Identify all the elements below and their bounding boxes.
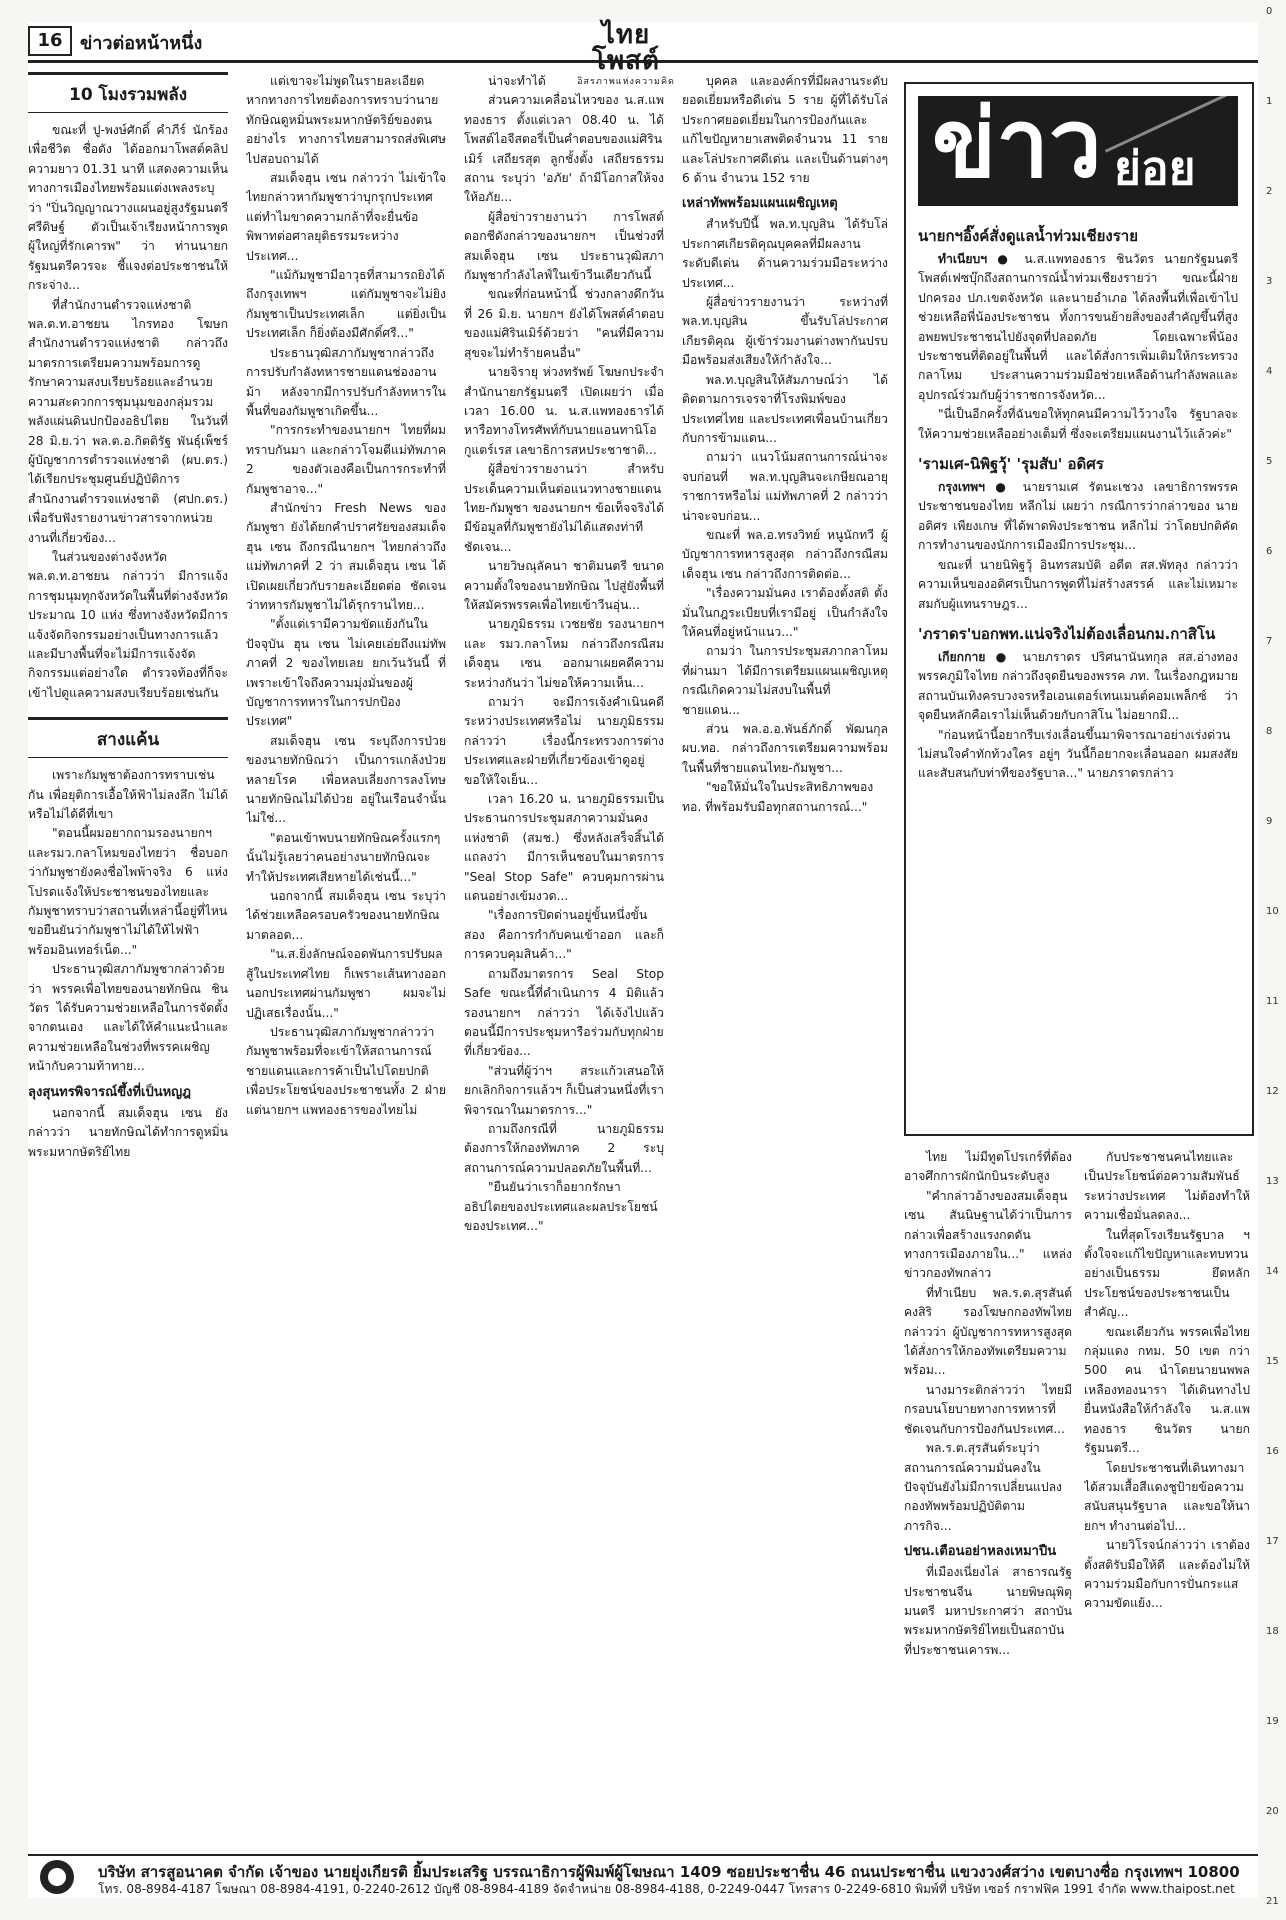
- footer-publisher-line: บริษัท สารสูอนาคต จำกัด เจ้าของ นายยุ่งเกียรติ ยิ้มประเสริฐ บรรณาธิการผู้พิมพ์ผู้โฆษณา 1409 ซอยประชาชื่น 46 ถนนประชาชื่น แขวงวงศ์สว่าง เขตบางซื่อ กรุงเทพฯ 10800: [98, 1863, 1240, 1881]
- brief-paragraph: น.ส.แพทองธาร ชินวัตร นายกรัฐมนตรี โพสต์เฟซบุ๊กถึงสถานการณ์น้ำท่วมเชียงรายว่า ขณะนี้ฝ่ายปกครอง ปภ.เขตจังหวัด และนายอำเภอ ได้ลงพื้นที่เพื่อเข้าไปช่วยเหลือพี่น้องประชาชน ทั้งการขนย้ายสิ่งของสำคัญขึ้นที่สูง อพยพประชาชนไปยังจุดที่ปลอดภัย โดยเฉพาะพี่น้องประชาชนที่ติดอยู่ในพื้นที่ และได้สั่งการเพิ่มเติมให้กระทรวงกลาโหม ประสานความร่วมมือช่วยเหลือด้านกำลังพลและอุปกรณ์ร่วมกับผู้ว่าราชการจังหวัด...: [918, 252, 1238, 402]
- section-title: ข่าวต่อหน้าหนึ่ง: [80, 33, 203, 54]
- ruler-mark: 14: [1266, 1266, 1279, 1277]
- column3-paragraph: เวลา 16.20 น. นายภูมิธรรมเป็นประธานการประชุมสภาความมั่นคงแห่งชาติ (สมช.) ซึ่งหลังเสร็จสิ้นได้แถลงว่า มีการเห็นชอบในมาตรการ "Seal Stop Safe" ควบคุมการผ่านแดนอย่างเข้มงวด...: [464, 792, 664, 904]
- lower-paragraph: ที่เมืองเนี่ยงไล่ สาธารณรัฐประชาชนจีน นายพิษณุพิตุมนตรี มหาประกาศว่า สถาบันพระมหากษัตริย์ไทยเป็นสถาบันที่ประชาชนเคารพ...: [904, 1565, 1072, 1657]
- lower-subhead: ปชน.เตือนอย่าหลงเหมาปืน: [904, 1544, 1057, 1560]
- lower-paragraph: นายวิโรจน์กล่าวว่า เราต้องตั้งสติรับมือให้ดี และต้องไม่ให้ความร่วมมือกับการปั่นกระแสความขัดแย้ง...: [1084, 1538, 1250, 1611]
- article1-paragraph: ที่สำนักงานตำรวจแห่งชาติ พล.ต.ท.อาชยน ไกรทอง โฆษกสำนักงานตำรวจแห่งชาติ กล่าวถึงมาตรการเตรียมความพร้อมการดูรักษาความสงบเรียบร้อยและอำนวยความสะดวกการชุมนุมของกลุ่มรวมพลังแผ่นดินปกป้องอธิปไตย ในวันที่ 28 มิ.ย.ว่า พล.ต.อ.กิตติรัฐ พันธุ์เพ็ชร์ ผู้บัญชาการตำรวจแห่งชาติ (ผบ.ตร.) ได้เรียกประชุมศูนย์ปฏิบัติการสำนักงานตำรวจแห่งชาติ (ศปก.ตร.) เพื่อรับฟังรายงานข่าวสารจากหน่วยงานที่เกี่ยวข้อง...: [28, 297, 228, 545]
- column4-paragraph: ผู้สื่อข่าวรายงานว่า ระหว่างที่ พล.ท.บุญสิน ขึ้นรับโล่ประกาศเกียรติคุณ ผู้เข้าร่วมงานต่างพากันปรบมือพร้อมส่งเสียงให้กำลังใจ...: [682, 295, 888, 368]
- ruler-mark: 0: [1266, 6, 1273, 17]
- ruler-mark: 5: [1266, 456, 1273, 467]
- brief-dateline: ทำเนียบฯ: [938, 252, 988, 266]
- column3-paragraph: ขณะที่ก่อนหน้านี้ ช่วงกลางดึกวันที่ 26 มิ.ย. นายกฯ ยังได้โพสต์คำตอบของแม่ศิรินเมิร์ด้วยว่า "คนที่มีความสุขจะไม่ทำร้ายคนอื่น": [464, 287, 664, 360]
- column-1: [28, 72, 228, 1842]
- column2-paragraph: สมเด็จฮุน เซน ระบุถึงการป่วยของนายทักษิณว่า เป็นการแกล้งป่วยหลายโรค เพื่อหลบเลี่ยงการลงโทษ นายทักษิณไม่ได้ป่วย อยู่ในเรือนจำนั้นไม่ใช่...: [246, 733, 446, 826]
- column2-paragraph: "น.ส.ยิ่งลักษณ์จอดพันการปรับผลสู้ในประเทศไทย ก็เพราะเส้นทางออกนอกประเทศผ่านกัมพูชา ผมจะไม่ปฏิเสธเรื่องนั้น...": [246, 947, 446, 1020]
- lower-paragraph: ในที่สุดโรงเรียนรัฐบาล ฯ ตั้งใจจะแก้ไขปัญหาและทบทวนอย่างเป็นธรรม ยึดหลักประโยชน์ของประชาชนเป็นสำคัญ...: [1084, 1227, 1250, 1320]
- column2-paragraph: "ตั้งแต่เรามีความขัดแย้งกันในปัจจุบัน ฮุน เซน ไม่เคยเอ่ยถึงแม่ทัพภาคที่ 2 ของไทยเลย ยกเว้นวันนี้ ที่เพราะเข้าใจถึงความมุ่งมั่นของผู้บัญชาการทหารในการปกป้องประเทศ": [246, 617, 446, 729]
- ruler-mark: 12: [1266, 1086, 1279, 1097]
- ruler-mark: 3: [1266, 276, 1273, 287]
- column4-subhead: เหล่าทัพพร้อมแผนเผชิญเหตุ: [682, 196, 838, 212]
- article2-paragraph: "ตอนนี้ผมอยากถามรองนายกฯ และรมว.กลาโหมของไทยว่า ชื่อบอกว่ากัมพูชายังคงชื่อไพพ้าจริง 6 แห่ง โปรดแจ้งให้ประชาชนของไทยและกัมพูชาทราบว่าสถานที่เหล่านี้อยู่ที่ไหน ขอยืนยันว่ากัมพูชาไม่ได้ให้ไฟฟ้าพร้อมอินเทอร์เน็ต...": [28, 826, 228, 957]
- ruler-mark: 7: [1266, 636, 1273, 647]
- column4-paragraph: พล.ท.บุญสินให้สัมภาษณ์ว่า ได้ติดตามการเจรจาที่โรงพิมพ์ของประเทศไทย และประเทศเพื่อนบ้านเกี่ยวกับการข้ามแดน...: [682, 372, 888, 445]
- ruler-mark: 15: [1266, 1356, 1279, 1367]
- ruler-mark: 4: [1266, 366, 1273, 377]
- column3-paragraph: ส่วนความเคลื่อนไหวของ น.ส.แพทองธาร ตั้งแต่เวลา 08.40 น. ได้โพสต์ไอจีสตอรี่เป็นคำตอบของแม่ศิรินเมิร์ เสถียรสุต ลูกชั้งตั้ง เสถียรธรรมสถาน ระบุว่า 'อภัย' ถ้ามีโอกาสให้จงให้อภัย...: [464, 93, 664, 205]
- column3-paragraph: "ส่วนที่ผู้ว่าฯ สระแก้วเสนอให้ยกเลิกกิจการแล้วฯ ก็เป็นส่วนหนึ่งที่เราพิจารณาในมาตรการ...": [464, 1063, 664, 1117]
- column4-paragraph: สำหรับปีนี้ พล.ท.บุญสิน ได้รับโล่ประกาศเกียรติคุณบุคคลที่มีผลงานระดับดีเด่น ด้านความร่วมมือระหว่างประเทศ...: [682, 217, 888, 290]
- column3-paragraph: "เรื่องการปิดด่านอยู่ขั้นหนึ่งขั้นสอง คือการกำกับคนเข้าออก และก็การควบคุมสินค้า...": [464, 908, 664, 962]
- page-footer: [28, 1854, 1258, 1902]
- column2-paragraph: ประธานวุฒิสภากัมพูชากล่าวถึงการปรับกำลังทหารชายแดนช่องอานม้า หลังจากมีการปรับกำลังทหารในพื้นที่ของกัมพูชาเกิดขึ้น...: [246, 345, 446, 418]
- column-2: [246, 72, 446, 1842]
- ruler-mark: 19: [1266, 1716, 1279, 1727]
- brief-paragraph: นายภราดร ปริศนานันทกุล สส.อ่างทอง พรรคภูมิใจไทย กล่าวถึงจุดยืนของพรรค ภท. ในเรื่องกฎหมายสถานบันเทิงครบวงจรหรือเอนเตอร์เทนเมนต์คอมเพล็กซ์ ว่าจุดยืนหลักคือเราไม่เห็นด้วยกับกาสิโน ไม่อยากมี...: [918, 649, 1238, 723]
- column2-paragraph: แต่เขาจะไม่พูดในรายละเอียด หากทางการไทยต้องการทราบว่านายทักษิณดูหมิ่นพระมหากษัตริย์ของตนอย่างไร ทางการไทยสามารถส่งพิเศษไปสอบถามได้: [246, 74, 446, 166]
- lower-paragraph: ไทย ไม่มีทูตโปรเกร์ที่ต้องอาจศึกการผักนักบินระดับสูง: [904, 1150, 1072, 1184]
- article2-paragraph: เพราะกัมพูชาต้องการทราบเช่นกัน เพื่อยุติการเอื้อให้ฟ้าไม่ลงลึก ไม่ได้หรือไม่ได้ดีที่เขา: [28, 768, 228, 821]
- ruler-mark: 13: [1266, 1176, 1279, 1187]
- article1-paragraph: ขณะที่ ปู-พงษ์ศักดิ์ คำภีร์ นักร้องเพื่อชีวิต ชื่อดัง ได้ออกมาโพสต์คลิปความยาว 01.31 นาที แสดงความเห็นทางการเมืองไทยพร้อมแต่งเพลงระบุว่า "ปิ่นวิญญาณวางแผนอยู่สูงรัฐมนตรีศรีดิษฐ์ ตัวเป็นเจ้าเรียงหน้าการพูด ผู้ใหญ่ที่รักเคารพ" ว่า ท่านนายกรัฐมนตรีควรจะ ชี้แจงต่อประชาชนให้กระจ่าง...: [28, 123, 228, 293]
- article1-paragraph: ในส่วนของต่างจังหวัด พล.ต.ท.อาชยน กล่าวว่า มีการแจ้งการชุมนุมทุกจังหวัดในพื้นที่ต่างจังหวัดประมาณ 10 แห่ง ซึ่งทางจังหวัดมีการแจ้งจัดกิจกรรมอย่างเป็นทางการแล้ว และมีบางพื้นที่จะไม่มีการแจ้งจัดกิจกรรมแต่อย่างใด ตำรวจท้องที่ก็จะเข้าไปดูแลความสงบเรียบร้อยเช่นกัน: [28, 549, 228, 700]
- brief-paragraph: นายรามเศ รัตนะเชวง เลขาธิการพรรคประชาชนของไทย หลีกไม่ เผยว่า กรณีการว่ากล่าวของ นายอดิศร เพียงเกษ ที่ได้พาดพิงประชาชน หลีกไม่ ว่าโดยปกติคัดการทำงานของนักการเมืองมีการประชุม...: [918, 480, 1238, 553]
- banner-big-text: ข่าว: [932, 96, 1102, 199]
- column3-paragraph: ถามว่า จะมีการเจ้งคำเนินคดีระหว่างประเทศหรือไม่ นายภูมิธรรมกล่าวว่า เรื่องนี้กระทรวงการต่างประเทศและฝ่ายที่เกี่ยวข้องเข้าดูอยู่ ขอให้ใจเย็น...: [464, 695, 664, 787]
- ruler-mark: 1: [1266, 96, 1273, 107]
- column4-paragraph: ถามว่า แนวโน้มสถานการณ์น่าจะจบก่อนที่ พล.ท.บุญสินจะเกษียณอายุราชการหรือไม่ แม่ทัพภาคที่ 2 กล่าวว่า น่าจะจบก่อน...: [682, 450, 888, 523]
- column3-paragraph: น่าจะทำได้: [488, 74, 546, 88]
- column2-paragraph: สมเด็จฮุน เซน กล่าวว่า ไม่เข้าใจไทยกล่าวหากัมพูชาว่าบุกรุกประเทศ แต่ทำไมขาดความกล้าที่จะยื่นข้อพิพาทต่อศาลยุติธรรมระหว่างประเทศ...: [246, 171, 446, 263]
- column2-paragraph: ประธานวุฒิสภากัมพูชากล่าวว่า กัมพูชาพร้อมที่จะเข้าให้สถานการณ์ชายแดนและการค้าเป็นไปโดยปกติ เพื่อประโยชน์ของประชาชนทั้ง 2 ฝ่าย แต่นายกฯ แพทองธารของไทยไม่: [246, 1024, 446, 1117]
- article2-subhead: ลุงสุนทรพิจารณ์ขึ้งที่เป็นหญฎ: [28, 1084, 191, 1100]
- column3-paragraph: นายวิษณุลัคนา ชาติมนตรี ขนาดความตั้งใจของนายทักษิณ ไปสู่ยังพื้นที่ให้สมัครพรรคเพื่อไทยเข้าวีนอุ่น...: [464, 559, 664, 612]
- lower-paragraph: พล.ร.ต.สุรสันต์ระบุว่า สถานการณ์ความมั่นคงในปัจจุบันยังไม่มีการเปลี่ยนแปลง กองทัพพร้อมปฏิบัติตามภารกิจ...: [904, 1441, 1062, 1533]
- ruler-mark: 8: [1266, 726, 1273, 737]
- lower-column-b: [1084, 1148, 1250, 1848]
- ruler-mark: 20: [1266, 1806, 1279, 1817]
- ruler-mark: 11: [1266, 996, 1279, 1007]
- lower-paragraph: โดยประชาชนที่เดินทางมาได้สวมเสื้อสีแดงชูป้ายข้อความสนับสนุนรัฐบาล และขอให้นายกฯ ทำงานต่อไป...: [1084, 1460, 1250, 1533]
- logo-name: ไทยโพสต์: [592, 20, 660, 76]
- brief-dateline: กรุงเทพฯ: [938, 480, 985, 495]
- article2-headline: สางแค้น: [28, 717, 228, 758]
- column2-paragraph: "ตอนเข้าพบนายทักษิณครั้งแรกๆ นั้นไม่รู้เลยว่าคนอย่างนายทักษิณจะทำให้ประเทศเสียหายได้เช่นนี้...": [246, 830, 441, 884]
- article2-closing: นอกจากนี้ สมเด็จฮุน เซน ยังกล่าวว่า นายทักษิณได้ทำการดูหมิ่นพระมหากษัตริย์ไทย: [28, 1105, 228, 1159]
- lower-paragraph: "คำกล่าวอ้างของสมเด็จฮุน เซน สันนิษฐานได้ว่าเป็นการกล่าวเพื่อสร้างแรงกดดันทางการเมืองภายใน..." แหล่งข่าวกองทัพกล่าว: [904, 1188, 1072, 1281]
- column3-paragraph: นายภูมิธรรม เวชยชัย รองนายกฯ และ รมว.กลาโหม กล่าวถึงกรณีสมเด็จฮุน เซน ออกมาเผยคดีความระหว่างกันว่า ไม่ขอให้ความเห็น...: [464, 617, 664, 690]
- lower-paragraph: กับประชาชนคนไทยและเป็นประโยชน์ต่อความสัมพันธ์ระหว่างประเทศ ไม่ต้องทำให้ความเชื่อมั่นลดลง...: [1084, 1150, 1250, 1223]
- ruler-mark: 17: [1266, 1536, 1279, 1547]
- ruler-mark: 10: [1266, 906, 1279, 917]
- column4-paragraph: ส่วน พล.อ.อ.พันธ์ภักดิ์ พัฒนกุล ผบ.ทอ. กล่าวถึงการเตรียมความพร้อมในพื้นที่ชายแดนไทย-กัมพูชา...: [682, 722, 888, 775]
- column-3: [464, 72, 664, 1842]
- brief-headline: 'รามเศ-นิพิฐวุ้' 'รุมสับ' อดิศร: [918, 455, 1104, 474]
- scan-ruler: [1262, 0, 1286, 1920]
- banner-small-text: ย่อย: [1114, 141, 1196, 195]
- column3-paragraph: นายจิรายุ ห่วงทรัพย์ โฆษกประจำสำนักนายกรัฐมนตรี เปิดเผยว่า เมื่อเวลา 16.00 น. น.ส.แพทองธารได้หารือทางโทรศัพท์กับนายแอนทานิโอ กูแตร์เรส เลขาธิการสหประชาชาติ...: [464, 365, 664, 457]
- ruler-mark: 21: [1266, 1896, 1279, 1907]
- news-briefs-box: [904, 82, 1254, 1136]
- column4-paragraph: "เรื่องความมั่นคง เราต้องตั้งสติ ตั้งมั่นในกฎระเบียบที่เรามีอยู่ เป็นกำลังใจให้คนที่อยู่หน้าแนว...": [682, 586, 888, 639]
- column2-paragraph: นอกจากนี้ สมเด็จฮุน เซน ระบุว่า ได้ช่วยเหลือครอบครัวของนายทักษิณมาตลอด...: [246, 889, 446, 942]
- lower-paragraph: ที่ทำเนียบ พล.ร.ต.สุรสันต์ คงสิริ รองโฆษกกองทัพไทย กล่าวว่า ผู้บัญชาการทหารสูงสุดได้สั่งการให้กองทัพเตรียมความพร้อม...: [904, 1285, 1072, 1378]
- column2-paragraph: "การกระทำของนายกฯ ไทยที่ผมทราบกันมา และกล่าวโจมตีแม่ทัพภาค 2 ของตัวเองคือเป็นการกระทำที่กัมพูชาอาจ...": [246, 423, 446, 496]
- ruler-mark: 2: [1266, 186, 1273, 197]
- brief-headline: นายกฯอิ๊งค์สั่งดูแลน้ำท่วมเชียงราย: [918, 227, 1138, 245]
- column4-paragraph: "ขอให้มั่นใจในประสิทธิภาพของ ทอ. ที่พร้อมรับมือทุกสถานการณ์...": [682, 780, 874, 814]
- column3-paragraph: "ยืนยันว่าเราก็อยากรักษาอธิปไตยของประเทศและผลประโยชน์ของประเทศ...": [464, 1180, 658, 1233]
- lower-paragraph: นางมาระติกล่าวว่า ไทยมีกรอบนโยบายทางการทหารที่ชัดเจนกับการป้องกันประเทศ...: [904, 1382, 1072, 1436]
- brief-headline: 'ภราดร'บอกพท.แน่จริงไม่ต้องเลื่อนกม.กาสิโน: [918, 624, 1216, 643]
- article1-headline: 10 โมงรวมพลัง: [28, 72, 228, 113]
- footer-contact-line: โทร. 08-8984-4187 โฆษณา 08-8984-4191, 0-2240-2612 บัญชี 08-8984-4189 จัดจำหน่าย 08-8984-4188, 0-2249-0447 โทรสาร 0-2249-6810 พิมพ์ที่ บริษัท เซอร์ กราฟฟิค 1991 จำกัด www.thaipost.net: [98, 1882, 1235, 1896]
- news-briefs-text: นายกฯอิ๊งค์สั่งดูแลน้ำท่วมเชียงราย ทำเนียบฯ ● น.ส.แพทองธาร ชินวัตร นายกรัฐมนตรี โพสต์เฟซบุ๊กถึงสถานการณ์น้ำท่วมเชียงรายว่า ขณะนี้ฝ่ายปกครอง ปภ.เขตจังหวัด และนายอำเภอ ได้ลงพื้นที่เพื่อเข้าไปช่วยเหลือพี่น้องประชาชน ทั้งการขนย้ายสิ่งของสำคัญขึ้นที่สูง อพยพประชาชนไปยังจุดที่ปลอดภัย โดยเฉพาะพี่น้องประชาชนที่ติดอยู่ในพื้นที่ และได้สั่งการเพิ่มเติมให้กระทรวงกลาโหม ประสานความร่วมมือช่วยเหลือด้านกำลังพลและอุปกรณ์ร่วมกับผู้ว่าราชการจังหวัด... "นี่เป็นอีกครั้งที่ฉันขอให้ทุกคนมีความไว้วางใจ รัฐบาลจะให้ความช่วยเหลืออย่างเต็มที่ ซึ่งจะเตรียมแผนงานไว้แล้วค่ะ" 'รามเศ-นิพิฐวุ้' 'รุมสับ' อดิศร กรุงเทพฯ ● นายรามเศ รัตนะเชวง เลขาธิการพรรคประชาชนของไทย หลีกไม่ เผยว่า กรณีการว่ากล่าวของ นายอดิศร เพียงเกษ ที่ได้พาดพิงประชาชน หลีกไม่ ว่าโดยปกติคัดการทำงานของนักการเมืองมีการประชุม... ขณะที่ นายนิพิฐวุ้ อินทรสมบัติ อดีต สส.พัทลุง กล่าวว่า ความเห็นของอดิศรเป็นการพูดที่ไม่สร้างสรรค์ และไม่เหมาะสมกับผู้แทนราษฎร... 'ภราดร'บอกพท.แน่จริงไม่ต้องเลื่อนกม.กาสิโน เกียกกาย ● นายภราดร ปริศนานันทกุล สส.อ่างทอง พรรคภูมิใจไทย กล่าวถึงจุดยืนของพรรค ภท. ในเรื่องกฎหมายสถานบันเทิงครบวงจรหรือเอนเตอร์เทนเมนต์คอมเพล็กซ์ ว่าจุดยืนหลักคือเราไม่เห็นด้วยกับกาสิโน ไม่อยากมี... "ก่อนหน้านี้อยากรีบเร่งเลื่อนขึ้นมาพิจารณาอย่างเร่งด่วน ไม่สนใจคำทักท้วงใคร อยู่ๆ วันนี้ก็อยากจะเลื่อนออก ผมสงสัยและสับสนกับท่าทีของรัฐบาล..." นายภราดรกล่าว: [918, 216, 1238, 1120]
- column3-paragraph: ผู้สื่อข่าวรายงานว่า การโพสต์ดอกชีดังกล่าวของนายกฯ เป็นช่วงที่สมเด็จฮุน เซน ประธานวุฒิสภากัมพูชากำลังไลฟ์ในเข้าวีนเดียวกันนี้: [464, 209, 664, 283]
- brief-paragraph: "ก่อนหน้านี้อยากรีบเร่งเลื่อนขึ้นมาพิจารณาอย่างเร่งด่วน ไม่สนใจคำทักท้วงใคร อยู่ๆ วันนี้ก็อยากจะเลื่อนออก ผมสงสัยและสับสนกับท่าทีของรัฐบาล..." นายภราดรกล่าว: [918, 727, 1238, 781]
- column-4: [682, 72, 888, 1842]
- ruler-mark: 6: [1266, 546, 1273, 557]
- brief-paragraph: "นี่เป็นอีกครั้งที่ฉันขอให้ทุกคนมีความไว้วางใจ รัฐบาลจะให้ความช่วยเหลืออย่างเต็มที่ ซึ่งจะเตรียมแผนงานไว้แล้วค่ะ": [918, 407, 1238, 441]
- publisher-logo-icon: [40, 1860, 74, 1894]
- column4-paragraph: บุคคล และองค์กรที่มีผลงานระดับยอดเยี่ยมหรือดีเด่น 5 ราย ผู้ที่ได้รับโล่ประกาศยอดเยี่ยมในการป้องกันและแก้ไขปัญหายาเสพติดจำนวน 11 ราย และโล่ประกาศดีเด่น และเป็นด้านต่างๆ 6 ด้าน จำนวน 152 ราย: [682, 74, 888, 186]
- column3-paragraph: ถามถึงกรณีที่ นายภูมิธรรม ต้องการให้กองทัพภาค 2 ระบุสถานการณ์ความปลอดภัยในพื้นที่...: [464, 1121, 664, 1175]
- news-briefs-banner: [918, 96, 1238, 206]
- column4-paragraph: ขณะที่ พล.อ.ทรงวิทย์ หนูนักทวี ผู้บัญชาการทหารสูงสุด กล่าวถึงกรณีสมเด็จฮุน เซน กล่าวถึงการติดต่อ...: [682, 527, 888, 581]
- logo-tagline: อิสรภาพแห่งความคิด: [577, 77, 675, 87]
- ruler-mark: 18: [1266, 1626, 1279, 1637]
- ruler-mark: 9: [1266, 816, 1273, 827]
- column3-paragraph: ถามถึงมาตรการ Seal Stop Safe ขณะนี้ที่ดำเนินการ 4 มิติแล้ว รองนายกฯ กล่าวว่า ได้เจ้งไปแล้ว ตอนนี้มีการประชุมหารือร่วมกับทุกฝ่ายที่เกี่ยวข้อง...: [464, 966, 664, 1059]
- page-number: 16: [28, 26, 72, 56]
- brief-paragraph: ขณะที่ นายนิพิฐวุ้ อินทรสมบัติ อดีต สส.พัทลุง กล่าวว่า ความเห็นของอดิศรเป็นการพูดที่ไม่สร้างสรรค์ และไม่เหมาะสมกับผู้แทนราษฎร...: [918, 557, 1238, 611]
- column2-paragraph: สำนักข่าว Fresh News ของกัมพูชา ยังได้ยกคำปราศรัยของสมเด็จฮุน เซน ถึงกรณีนายกฯ ไทยกล่าวถึงแม่ทัพภาคที่ 2 ว่า สมเด็จฮุน เซน ได้เปิดเผยเกี่ยวกับรายละเอียดต่อ ชัดเจนว่าทหารกัมพูชาไม่ได้รุกรานไทย...: [246, 500, 446, 612]
- column2-paragraph: "แม้กัมพูชามีอาวุธที่สามารถยิงได้ถึงกรุงเทพฯ แต่กัมพูชาจะไม่ยิง กัมพูชาเป็นประเทศเล็ก แต่ยิ่งเป็นประเทศเล็ก ก็ยิ่งต้องมีศักดิ์ศรี...": [246, 268, 446, 341]
- ruler-mark: 16: [1266, 1446, 1279, 1457]
- lower-column-a: [904, 1148, 1072, 1848]
- column3-paragraph: ผู้สื่อข่าวรายงานว่า สำหรับประเด็นความเห็นต่อแนวทางชายแดนไทย-กัมพูชา ของนายกฯ ข้อเท็จจริงได้มีข้อมูลที่กัมพูชายังไม่ได้แสดงท่าทีชัดเจน...: [464, 462, 664, 554]
- brief-dateline: เกียกกาย: [938, 649, 986, 664]
- lower-paragraph: ขณะเดียวกัน พรรคเพื่อไทย กลุ่มแดง กทม. 50 เขต กว่า 500 คน นำโดยนายนพพล เหลืองทองนารา ได้เดินทางไปยื่นหนังสือให้กำลังใจ น.ส.แพทองธาร ชินวัตร นายกรัฐมนตรี...: [1084, 1324, 1250, 1456]
- column4-paragraph: ถามว่า ในการประชุมสภากลาโหมที่ผ่านมา ได้มีการเตรียมแผนเผชิญเหตุกรณีเกิดความไม่สงบในพื้นที่ชายแดน...: [682, 644, 888, 717]
- newspaper-page: [28, 22, 1258, 1898]
- article2-paragraph: ประธานวุฒิสภากัมพูชากล่าวด้วยว่า พรรคเพื่อไทยของนายทักษิณ ชินวัตร ได้รับความช่วยเหลือในการจัดตั้งจากตนเอง และได้ให้คำแนะนำและความช่วยเหลือในช่วงที่พรรคเผชิญหน้ากับความท้าทาย...: [28, 962, 228, 1074]
